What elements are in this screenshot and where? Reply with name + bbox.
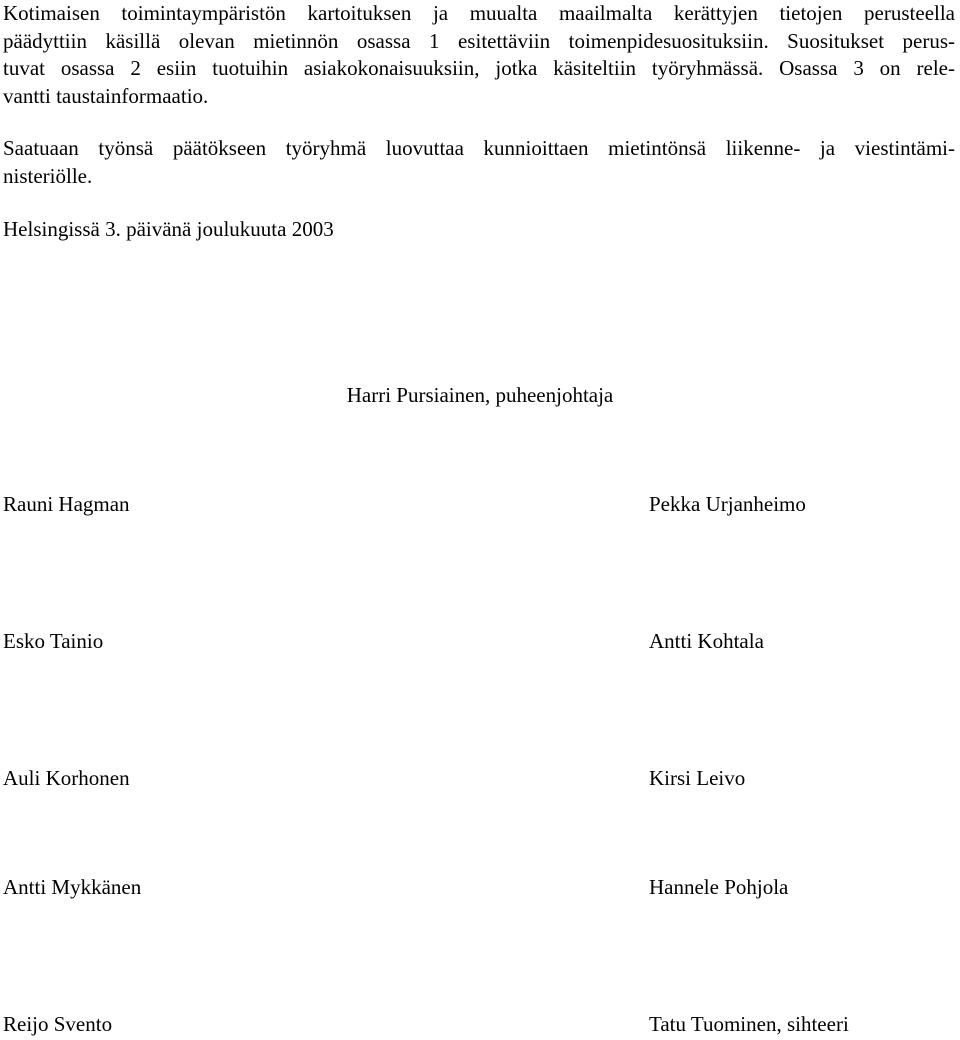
signatory-name: Auli Korhonen bbox=[3, 766, 130, 790]
signatory-name: Pekka Urjanheimo bbox=[649, 492, 806, 516]
signatory-name: Antti Kohtala bbox=[649, 629, 764, 653]
paragraph-line: Kotimaisen toimintaympäristön kartoituksen ja muualta maailmalta kerättyjen tietojen perusteella bbox=[3, 1, 955, 25]
handover-paragraph bbox=[3, 135, 955, 190]
paragraph-line: Saatuaan työnsä päätökseen työryhmä luovuttaa kunnioittaen mietintönsä liikenne- ja viestintämi- bbox=[3, 136, 955, 160]
chairperson-signature: Harri Pursiainen, puheenjohtaja bbox=[346, 383, 614, 407]
intro-paragraph bbox=[3, 0, 955, 110]
signatory-name: Hannele Pohjola bbox=[649, 875, 789, 899]
paragraph-line: tuvat osassa 2 esiin tuotuihin asiakokonaisuuksiin, jotka käsiteltiin työryhmässä. Osassa 3 on rele- bbox=[3, 56, 955, 80]
signatory-name: Rauni Hagman bbox=[3, 492, 130, 516]
signatory-name: Esko Tainio bbox=[3, 629, 104, 653]
place-and-date: Helsingissä 3. päivänä joulukuuta 2003 bbox=[3, 217, 334, 241]
paragraph-line: päädyttiin käsillä olevan mietinnön osassa 1 esitettäviin toimenpidesuosituksiin. Suositukset perus- bbox=[3, 28, 955, 53]
paragraph-line: nisteriölle. bbox=[3, 163, 93, 188]
secretary-signature: Tatu Tuominen, sihteeri bbox=[649, 1012, 849, 1036]
signatory-name: Antti Mykkänen bbox=[3, 875, 142, 899]
signatory-name: Reijo Svento bbox=[3, 1012, 113, 1036]
paragraph-line: vantti taustainformaatio. bbox=[3, 83, 209, 108]
signatory-name: Kirsi Leivo bbox=[649, 766, 746, 790]
